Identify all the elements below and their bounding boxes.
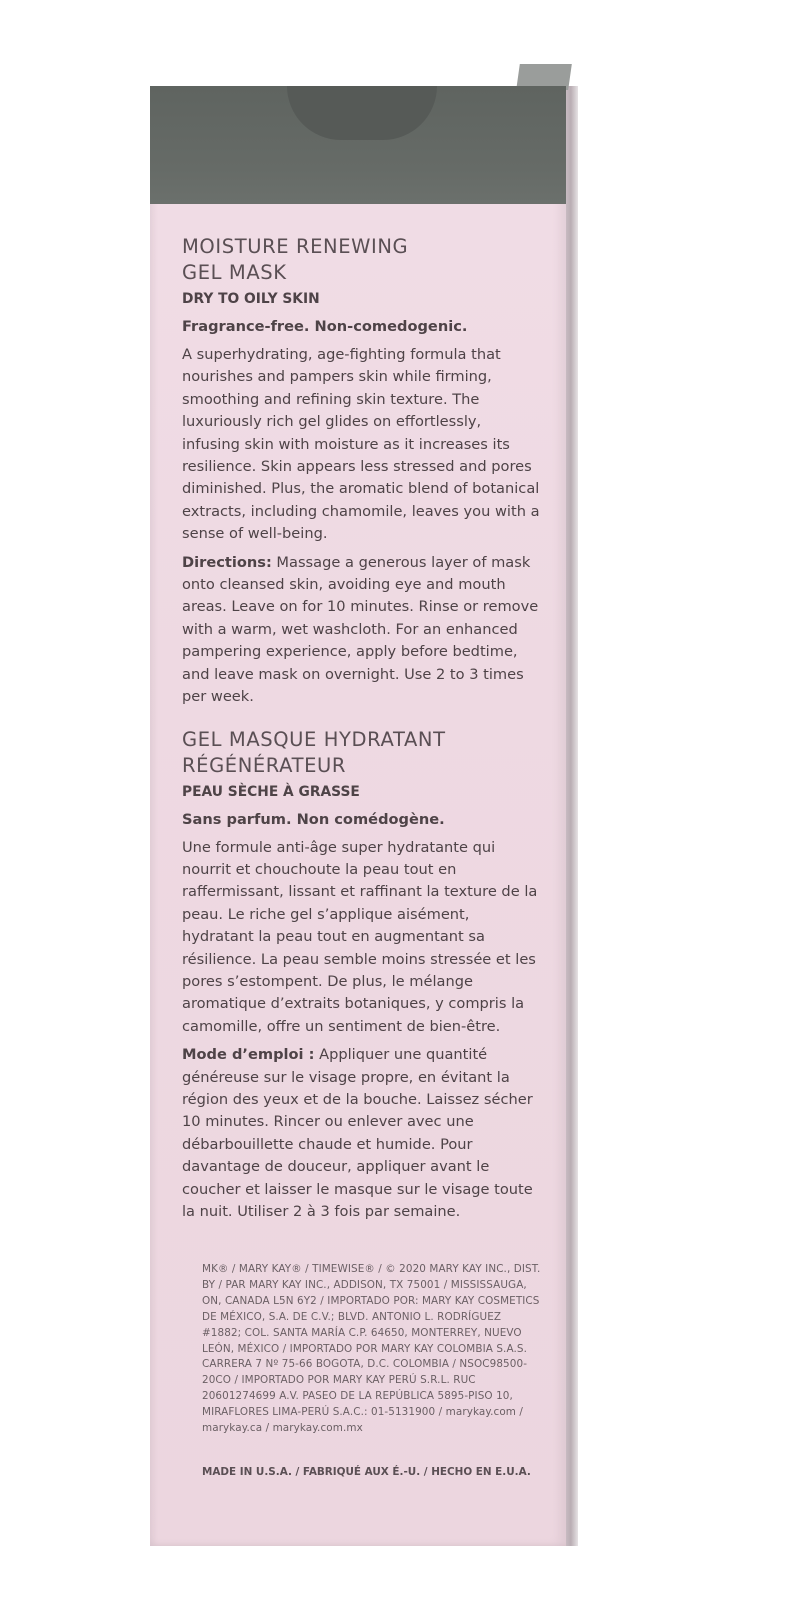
description-fr: Une formule anti-âge super hydratante qui nourrit et chouchoute la peau tout en raffermissant, lissant et raffinant la texture de la peau. Le riche gel s’applique aisément, hydratant la peau tout en augmentant sa résilience. La peau semble moins stressée et les pores s’estompent. De plus, le mélange aromatique d’extraits botaniques, y compris la camomille, offre un sentiment de bien-être. bbox=[182, 838, 538, 1035]
legal-text: MK® / MARY KAY® / TIMEWISE® / © 2020 MARY KAY INC., DIST. BY / PAR MARY KAY INC., ADDISON, TX 75001 / MISSISSAUGA, ON, CANADA L5N 6Y2 / IMPORTADO POR: MARY KAY COSMETICS DE MÉXICO, S.A. DE C.V.; BLVD. ANTONIO L. RODRÍGUEZ #1882; COL. SANTA MARÍA C.P. 64650, MONTERREY, NUEVO LEÓN, MÉXICO / IMPORTADO POR MARY KAY COLOMBIA S.A.S. CARRERA 7 Nº 75-66 BOGOTA, D.C. COLOMBIA / NSOC98500-20CO / IMPORTADO POR MARY KAY PERÚ S.R.L. RUC 20601274699 A.V. PASEO DE LA REPÚBLICA 5895-PISO 10, MIRAFLORES LIMA-PERÚ S.A.C.: 01-5131900 / marykay.com / marykay.ca / marykay.com.mx bbox=[202, 1263, 541, 1435]
lid-thumb-notch bbox=[287, 86, 437, 140]
directions-fr bbox=[182, 1044, 542, 1223]
made-in-text: MADE IN U.S.A. / FABRIQUÉ AUX É.-U. / HECHO EN E.U.A. bbox=[202, 1466, 531, 1478]
title-en-line2: GEL MASK bbox=[182, 261, 287, 284]
skin-type-fr: PEAU SÈCHE À GRASSE bbox=[182, 783, 360, 800]
tagline-en: Fragrance-free. Non-comedogenic. bbox=[182, 318, 468, 335]
product-box bbox=[150, 86, 566, 1546]
directions-en-text: Massage a generous layer of mask onto cleansed skin, avoiding eye and mouth areas. Leave on for 10 minutes. Rinse or remove with a warm, wet washcloth. For an enhanced pampering experience, apply before bedtime, and leave mask on overnight. Use 2 to 3 times per week. bbox=[182, 553, 539, 706]
directions-en-label: Directions: bbox=[182, 553, 272, 571]
label-panel bbox=[182, 234, 542, 1229]
directions-en bbox=[182, 552, 542, 709]
directions-fr-label: Mode d’emploi : bbox=[182, 1046, 315, 1064]
title-fr-line2: RÉGÉNÉRATEUR bbox=[182, 753, 347, 777]
directions-fr-text: Appliquer une quantité généreuse sur le visage propre, en évitant la région des yeux et de la bouche. Laissez sécher 10 minutes. Rincer ou enlever avec une débarbouillette chaude et humide. Pour davantage de douceur, appliquer avant le coucher et laisser le masque sur le visage toute la nuit. Utiliser 2 à 3 fois par semaine. bbox=[182, 1046, 533, 1220]
title-en-line1: MOISTURE RENEWING bbox=[182, 235, 409, 258]
title-fr-line1: GEL MASQUE HYDRATANT bbox=[182, 727, 446, 751]
tagline-fr: Sans parfum. Non comédogène. bbox=[182, 810, 445, 828]
description-en: A superhydrating, age-fighting formula that nourishes and pampers skin while firming, smoothing and refining skin texture. The luxuriously rich gel glides on effortlessly, infusing skin with moisture as it increases its resilience. Skin appears less stressed and pores diminished. Plus, the aromatic blend of botanical extracts, including chamomile, leaves you with a sense of well-being. bbox=[182, 346, 540, 543]
skin-type-en: DRY TO OILY SKIN bbox=[182, 291, 320, 307]
box-lid bbox=[150, 86, 566, 204]
section-english bbox=[182, 234, 542, 709]
product-title-en bbox=[182, 234, 542, 286]
section-french bbox=[182, 727, 542, 1224]
product-title-fr bbox=[182, 727, 542, 779]
